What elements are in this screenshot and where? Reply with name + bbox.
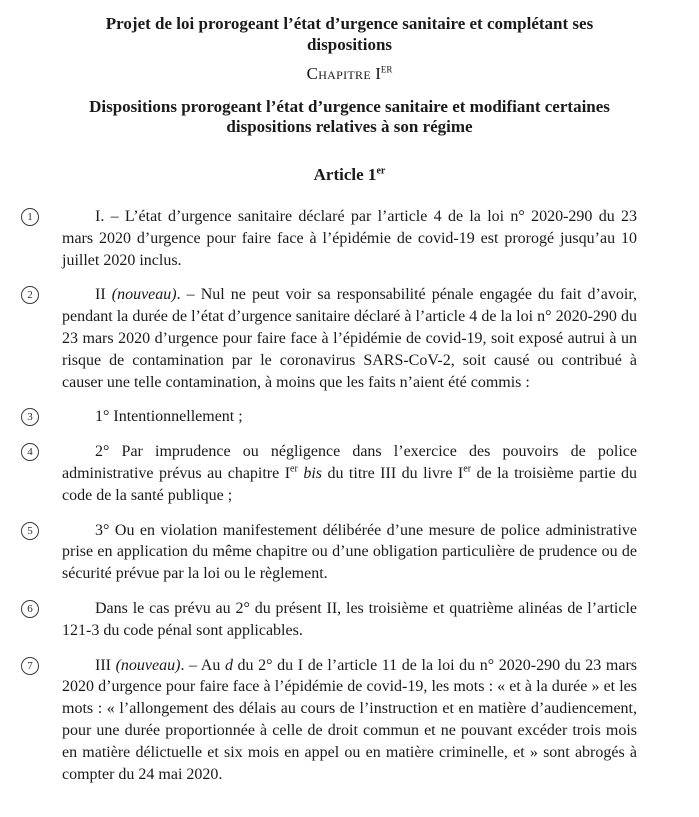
paragraph-number-badge: 2 xyxy=(21,286,39,304)
body-text: de la troisième partie du code de la santé publique ; xyxy=(62,464,638,504)
body-text: . – Au xyxy=(180,656,225,674)
body-text: Dans le cas prévu au 2° du présent II, les troisième et quatrième alinéas de l’article 121-3 du code pénal sont applicables. xyxy=(62,599,637,639)
paragraph xyxy=(27,441,638,506)
body-text: 2° Par imprudence ou négligence dans l’exercice des pouvoirs de police administrative prévus au chapitre I xyxy=(62,443,637,482)
superscript-text: er xyxy=(463,463,472,475)
paragraph xyxy=(27,406,637,428)
body-text: 1° Intentionnellement ; xyxy=(95,408,243,426)
chapter-heading xyxy=(62,63,637,85)
italic-text: (nouveau) xyxy=(115,656,181,674)
paragraph-number-badge: 7 xyxy=(21,657,39,675)
paragraph xyxy=(27,655,638,786)
body-text: I. – L’état d’urgence sanitaire déclaré par l’article 4 de la loi n° 2020-290 du 23 mars 2020 d’urgence pour faire face à l’épidémie de covid-19 est prorogé jusqu’au 10 juillet 2020 inclus. xyxy=(62,208,637,269)
chapter-label: Chapitre xyxy=(306,64,371,83)
paragraph-number-badge: 5 xyxy=(21,522,39,540)
body-text: III xyxy=(95,656,116,674)
paragraph xyxy=(27,598,637,642)
paragraph-number-badge: 3 xyxy=(21,408,39,426)
section-heading: Dispositions prorogeant l’état d’urgence sanitaire et modifiant certaines dispositions relatives à son régime xyxy=(89,97,610,136)
paragraph xyxy=(27,206,637,271)
body-text: du 2° du I de l’article 11 de la loi du n° 2020-290 du 23 mars 2020 d’urgence pour faire face à l’épidémie de covid-19, les mots : « et à la durée » et les mots : « l’allongement des délais au cours de l’instruction et en matière d’audiencement, pour une durée proportionnée à celle de droit commun et ne pouvant excéder trois mois en matière délictuelle et six mois en appel ou en matière criminelle, et » sont abrogés à compter du 24 mai 2020. xyxy=(62,656,638,783)
chapter-ordinal-sup: ER xyxy=(380,64,393,75)
paragraph xyxy=(27,284,638,393)
italic-text: d xyxy=(224,656,233,674)
body-text: . – Nul ne peut voir sa responsabilité pénale engagée du fait d’avoir, pendant la durée de l’état d’urgence sanitaire déclaré à l’article 4 de la loi n° 2020-290 du 23 mars 2020 d’urgence pour faire face à l’épidémie de covid-19, soit exposé autrui à un risque de contamination par le coronavirus SARS-CoV-2, soit causé ou contribué à causer une telle contamination, à moins que les faits n’aient été commis : xyxy=(62,286,638,391)
paragraph-number-badge: 1 xyxy=(21,208,39,226)
body-text: 3° Ou en violation manifestement délibérée d’une mesure de police administrative prise en application du même chapitre ou d’une obligation particulière de prudence ou de sécurité prévue par la loi ou le règlement. xyxy=(62,521,637,583)
paragraph-number-badge: 6 xyxy=(21,600,39,618)
paragraphs xyxy=(27,206,638,785)
superscript-text: er xyxy=(290,463,298,475)
article-heading xyxy=(62,164,637,186)
document-title: Projet de loi prorogeant l’état d’urgence sanitaire et complétant ses dispositions xyxy=(105,14,594,54)
italic-text: bis xyxy=(303,464,322,482)
article-ordinal-sup: er xyxy=(376,165,386,177)
paragraph xyxy=(27,520,637,585)
paragraph-number-badge: 4 xyxy=(21,443,39,461)
article-label: Article 1 xyxy=(313,165,377,184)
body-text: du titre III du livre I xyxy=(321,464,464,482)
chapter-numeral: I xyxy=(375,64,381,83)
italic-text: (nouveau) xyxy=(111,286,177,304)
body-text: II xyxy=(95,286,112,304)
